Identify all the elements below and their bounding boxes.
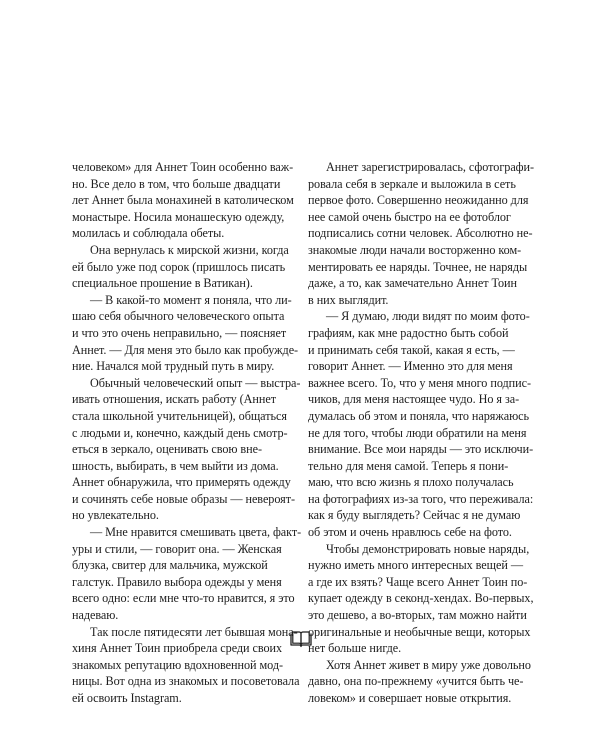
text-line: — Мне нравится смешивать цвета, факт- — [90, 525, 302, 540]
text-line: даже, а то, как замечательно Аннет Тоин — [308, 276, 517, 291]
text-line: ментировать ее наряды. Точнее, не наряды — [308, 259, 528, 274]
text-line: всего одно: если мне что-то нравится, я это — [72, 591, 295, 606]
text-line: внимание. Все мои наряды — это исключи- — [308, 442, 534, 457]
text-line: в них выглядит. — [308, 292, 389, 307]
text-line: нет больше нигде. — [308, 641, 402, 656]
text-line: — В какой-то момент я поняла, что ли- — [90, 292, 292, 307]
text-line: не для того, чтобы люди обратили на меня — [308, 425, 527, 440]
text-line: еться в зеркало, оценивать свою вне- — [72, 442, 262, 457]
text-line: маю, что всю жизнь я плохо получалась — [308, 475, 514, 490]
text-line: Аннет. — Для меня это было как пробужде- — [72, 342, 299, 357]
text-line: ние. Начался мой трудный путь в миру. — [72, 359, 275, 374]
text-line: стала школьной учительницей), общаться — [72, 408, 287, 423]
text-line: блузка, свитер для мальчика, мужской — [72, 558, 268, 573]
text-line: оригинальные и необычные вещи, которых — [308, 624, 531, 639]
text-line: ровала себя в зеркале и выложила в сеть — [308, 176, 516, 191]
text-line: но увлекательно. — [72, 508, 159, 523]
text-line: нужно иметь много интересных вещей — — [308, 558, 523, 573]
text-line: думалась об этом и поняла, что наряжаюсь — [308, 408, 530, 423]
text-line: Хотя Аннет живет в миру уже довольно — [326, 657, 531, 672]
text-line: знакомых репутацию вдохновенной мод- — [72, 657, 284, 672]
text-line: графиям, как мне радостно быть собой — [308, 325, 509, 340]
text-line: ей было уже под сорок (пришлось писать — [72, 259, 286, 274]
text-line: с людьми и, конечно, каждый день смотр- — [72, 425, 288, 440]
text-line: Аннет обнаружила, что примерять одежду — [72, 475, 291, 490]
text-line: как я буду выглядеть? Сейчас я не думаю — [308, 508, 521, 523]
text-line: монастыре. Носила монашескую одежду, — [72, 209, 285, 224]
text-line: нее самой очень быстро на ее фотоблог — [308, 209, 511, 224]
left-column — [72, 159, 312, 707]
text-line: специальное прошение в Ватикан). — [72, 276, 253, 291]
text-line: знакомые люди начали восторженно ком- — [308, 242, 522, 257]
text-line: Так после пятидесяти лет бывшая мона- — [90, 624, 298, 639]
text-line: хиня Аннет Тоин приобрела среди своих — [72, 641, 283, 656]
text-line: давно, она по-прежнему «учится быть че- — [308, 674, 524, 689]
text-line: ивать отношения, искать работу (Аннет — [72, 392, 276, 407]
text-line: важнее всего. То, что у меня много подпис- — [308, 375, 531, 390]
text-line: Она вернулась к мирской жизни, когда — [90, 242, 289, 257]
text-line: лет Аннет была монахиней в католическом — [72, 193, 294, 208]
text-line: человеком» для Аннет Тоин особенно важ- — [72, 160, 294, 174]
text-line: на фотографиях из-за того, что переживала: — [308, 491, 534, 506]
text-line: купает одежду в секонд-хендах. Во-первых, — [308, 591, 534, 606]
text-line: молилась и соблюдала обеты. — [72, 226, 225, 241]
text-line: Аннет зарегистрировалась, сфотографи- — [326, 160, 535, 174]
text-line: первое фото. Совершенно неожиданно для — [308, 193, 529, 208]
text-line: чиков, для меня настоящее чудо. Но я за- — [308, 392, 520, 407]
text-line: ницы. Вот одна из знакомых и посоветовала — [72, 674, 300, 689]
text-line: ей освоить Instagram. — [72, 691, 182, 705]
text-line: ловеком» и совершает новые открытия. — [308, 691, 512, 705]
text-line: это дешево, а во-вторых, там можно найти — [308, 608, 527, 623]
text-line: Чтобы демонстрировать новые наряды, — [326, 541, 530, 556]
text-line: шность, выбирать, в чем выйти из дома. — [72, 458, 279, 473]
text-line: Обычный человеческий опыт — выстра- — [90, 375, 301, 390]
text-line: шаю себя обычного человеческого опыта — [72, 309, 285, 324]
text-line: и сочинять себе новые образы — невероят- — [72, 491, 295, 506]
text-line: говорит Аннет. — Именно это для меня — [308, 359, 513, 374]
text-line: подписались сотни человек. Абсолютно не- — [308, 226, 533, 241]
text-line: но. Все дело в том, что больше двадцати — [72, 176, 281, 191]
open-book-icon — [290, 631, 312, 648]
text-line: а где их взять? Чаще всего Аннет Тоин по- — [308, 574, 528, 589]
text-line: и принимать себя такой, какая я есть, — — [308, 342, 515, 357]
text-line: об этом и очень нравлюсь себе на фото. — [308, 525, 512, 540]
text-line: — Я думаю, люди видят по моим фото- — [326, 309, 530, 324]
right-column — [308, 159, 548, 707]
text-line: галстук. Правило выбора одежды у меня — [72, 574, 282, 589]
text-line: и что это очень неправильно, — поясняет — [72, 325, 287, 340]
text-line: уры и стили, — говорит она. — Женская — [72, 541, 282, 556]
text-line: тельно для меня самой. Теперь я пони- — [308, 458, 509, 473]
text-line: надеваю. — [72, 608, 119, 623]
